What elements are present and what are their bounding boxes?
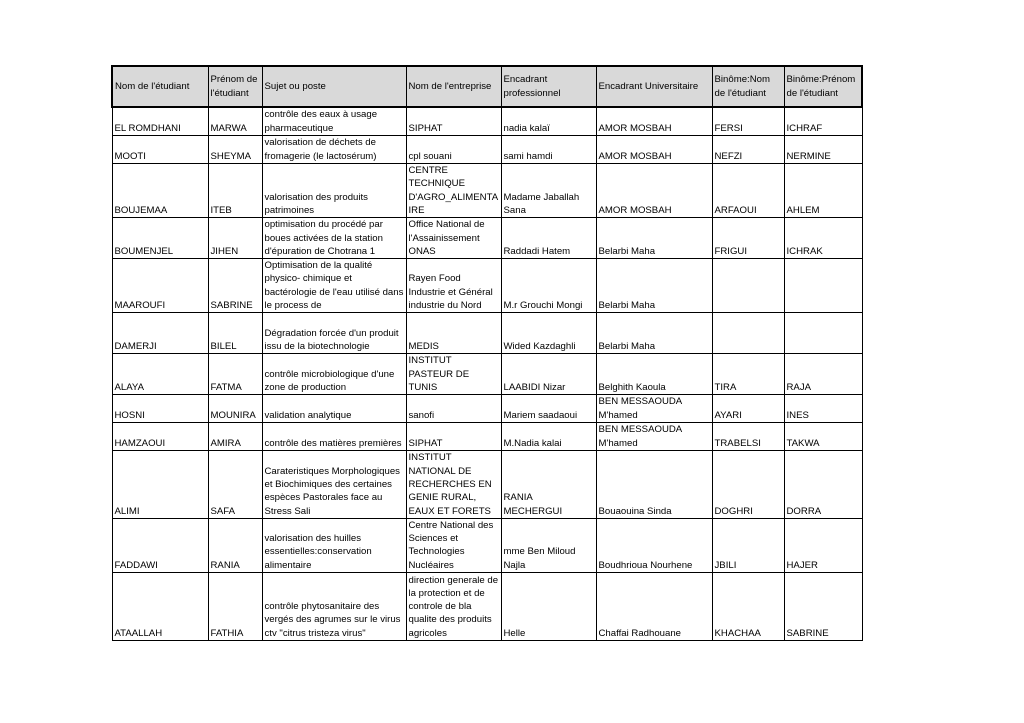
cell-encadrant-pro [501, 422, 596, 450]
cell-entreprise [406, 107, 501, 136]
cell-text: TIRA [714, 381, 737, 393]
cell-text: valorisation des produits patrimoines [264, 191, 368, 216]
cell-encadrant-pro [501, 218, 596, 259]
cell-binome-nom [712, 218, 784, 259]
cell-text: Belarbi Maha [598, 245, 656, 257]
cell-encadrant-univ [596, 136, 712, 164]
cell-text: MARWA [210, 122, 247, 134]
cell-text: BOUMENJEL [114, 245, 174, 257]
cell-text: contrôle des eaux à usage pharmaceutique [264, 109, 378, 134]
cell-encadrant-pro [501, 354, 596, 395]
cell-text: AMOR MOSBAH [598, 204, 672, 216]
cell-nom [112, 450, 208, 518]
cell-nom [112, 107, 208, 136]
cell-entreprise [406, 218, 501, 259]
cell-text: SHEYMA [210, 150, 252, 162]
table-row [112, 518, 862, 572]
cell-text: JBILI [714, 559, 737, 571]
cell-text: MOOTI [114, 150, 146, 162]
cell-nom [112, 518, 208, 572]
cell-binome-nom [712, 107, 784, 136]
table-row [112, 164, 862, 218]
header-nom: Nom de l'étudiant [112, 66, 208, 107]
cell-text: cpl souani [408, 150, 452, 162]
cell-binome-prenom [784, 107, 862, 136]
cell-binome-nom [712, 450, 784, 518]
cell-nom [112, 136, 208, 164]
cell-prenom [208, 259, 262, 313]
cell-prenom [208, 422, 262, 450]
cell-text: Helle [503, 627, 526, 639]
cell-binome-prenom [784, 218, 862, 259]
cell-text: ICHRAF [786, 122, 823, 134]
cell-text: Dégradation forcée d'un produit issu de la biotechnologie [264, 327, 399, 353]
cell-text: CENTRE TECHNIQUE D'AGRO_ALIMENTAIRE [408, 165, 499, 216]
cell-entreprise [406, 573, 501, 641]
cell-encadrant-pro [501, 573, 596, 641]
table-row [112, 218, 862, 259]
cell-binome-nom [712, 395, 784, 423]
cell-nom [112, 164, 208, 218]
cell-sujet [262, 107, 406, 136]
header-encadrant-univ: Encadrant Universitaire [596, 66, 712, 107]
cell-text: SAFA [210, 505, 236, 517]
table-row [112, 573, 862, 641]
cell-text: DAMERJI [114, 341, 157, 353]
cell-text: HAJER [786, 559, 818, 571]
cell-binome-prenom [784, 354, 862, 395]
cell-text: valorisation de déchets de fromagerie (le lactosérum) [264, 137, 377, 162]
cell-text: contrôle phytosanitaire des vergés des agrumes sur le virus ctv "citrus tristeza virus" [264, 601, 401, 639]
cell-text: ALIMI [114, 505, 140, 517]
cell-text: INSTITUT PASTEUR DE TUNIS [408, 355, 470, 393]
table-row [112, 259, 862, 313]
header-prenom: Prénom de l'étudiant [208, 66, 262, 107]
cell-binome-nom [712, 136, 784, 164]
cell-entreprise [406, 164, 501, 218]
cell-text: contrôle microbiologique d'une zone de production [264, 368, 395, 393]
cell-prenom [208, 573, 262, 641]
cell-text: HAMZAOUI [114, 437, 166, 449]
cell-text: MOUNIRA [210, 409, 256, 421]
cell-encadrant-univ [596, 164, 712, 218]
cell-text: SIPHAT [408, 437, 443, 449]
internship-table [111, 65, 863, 641]
cell-nom [112, 259, 208, 313]
cell-encadrant-univ [596, 218, 712, 259]
cell-sujet [262, 354, 406, 395]
cell-binome-nom [712, 518, 784, 572]
table-row [112, 136, 862, 164]
cell-text: Optimisation de la qualité physico- chimique et bactérologie de l'eau utilisé dans le process de [264, 260, 404, 312]
cell-text: Belarbi Maha [598, 341, 656, 353]
cell-text: Bouaouina Sinda [598, 505, 672, 517]
cell-text: AMOR MOSBAH [598, 122, 672, 134]
cell-text: Rayen Food Industrie et Général industrie du Nord [408, 273, 493, 312]
cell-encadrant-univ [596, 422, 712, 450]
cell-text: RANIA [210, 559, 240, 571]
cell-text: Belghith Kaoula [598, 381, 666, 393]
cell-encadrant-univ [596, 259, 712, 313]
cell-sujet [262, 422, 406, 450]
cell-sujet [262, 259, 406, 313]
cell-text: sami hamdi [503, 150, 553, 162]
cell-text: valorisation des huilles essentielles:conservation alimentaire [264, 533, 372, 571]
cell-nom [112, 354, 208, 395]
cell-encadrant-univ [596, 107, 712, 136]
cell-binome-nom [712, 354, 784, 395]
cell-entreprise [406, 518, 501, 572]
cell-text: LAABIDI Nizar [503, 381, 566, 393]
cell-sujet [262, 164, 406, 218]
cell-text: contrôle des matières premières [264, 437, 402, 449]
cell-text: BEN MESSAOUDA M'hamed [598, 396, 682, 421]
cell-binome-nom [712, 422, 784, 450]
cell-sujet [262, 136, 406, 164]
table-row [112, 450, 862, 518]
cell-binome-prenom [784, 136, 862, 164]
cell-text: ITEB [210, 204, 232, 216]
cell-text: ATAALLAH [114, 627, 163, 639]
cell-nom [112, 573, 208, 641]
cell-encadrant-univ [596, 573, 712, 641]
cell-entreprise [406, 136, 501, 164]
table-row [112, 395, 862, 423]
cell-encadrant-univ [596, 354, 712, 395]
header-sujet: Sujet ou poste [262, 66, 406, 107]
cell-text: direction generale de la protection et de controle de bla qualite des produits agricoles [408, 574, 499, 639]
cell-prenom [208, 395, 262, 423]
cell-binome-nom [712, 259, 784, 313]
cell-encadrant-pro [501, 518, 596, 572]
cell-text: Madame Jaballah Sana [503, 191, 580, 216]
cell-text: MAAROUFI [114, 300, 166, 312]
cell-text: FERSI [714, 122, 743, 134]
cell-sujet [262, 450, 406, 518]
cell-sujet [262, 395, 406, 423]
cell-text: FRIGUI [714, 245, 748, 257]
cell-text: AYARI [714, 409, 742, 421]
table-row [112, 354, 862, 395]
cell-text: MEDIS [408, 341, 439, 353]
cell-text: BOUJEMAA [114, 204, 168, 216]
cell-text: nadia kalaï [503, 122, 550, 134]
cell-nom [112, 313, 208, 354]
cell-text: SIPHAT [408, 122, 443, 134]
cell-text: TRABELSI [714, 437, 761, 449]
cell-binome-prenom [784, 395, 862, 423]
cell-text: NERMINE [786, 150, 831, 162]
cell-nom [112, 422, 208, 450]
cell-text: INSTITUT NATIONAL DE RECHERCHES EN GENIE RURAL, EAUX ET FORETS [408, 452, 492, 517]
cell-text: AMOR MOSBAH [598, 150, 672, 162]
cell-entreprise [406, 395, 501, 423]
cell-text: Chaffai Radhouane [598, 627, 682, 639]
cell-encadrant-univ [596, 313, 712, 354]
cell-entreprise [406, 313, 501, 354]
cell-text: TAKWA [786, 437, 820, 449]
cell-prenom [208, 354, 262, 395]
cell-text: FATMA [210, 381, 242, 393]
cell-text: ICHRAK [786, 245, 823, 257]
cell-text: Office National de l'Assainissement ONAS [408, 219, 485, 257]
cell-entreprise [406, 259, 501, 313]
cell-text: validation analytique [264, 409, 352, 421]
cell-binome-prenom [784, 259, 862, 313]
cell-text: HOSNI [114, 409, 145, 421]
cell-text: RAJA [786, 381, 812, 393]
cell-binome-nom [712, 573, 784, 641]
cell-nom [112, 395, 208, 423]
cell-text: Belarbi Maha [598, 300, 656, 312]
cell-text: mme Ben Miloud Najla [503, 546, 576, 571]
cell-encadrant-pro [501, 313, 596, 354]
cell-sujet [262, 573, 406, 641]
header-encadrant-pro: Encadrant professionnel [501, 66, 596, 107]
cell-entreprise [406, 422, 501, 450]
cell-encadrant-pro [501, 395, 596, 423]
cell-binome-nom [712, 164, 784, 218]
cell-entreprise [406, 450, 501, 518]
cell-text: FADDAWI [114, 559, 158, 571]
cell-text: sanofi [408, 409, 435, 421]
cell-encadrant-pro [501, 136, 596, 164]
cell-text: M.r Grouchi Mongi [503, 300, 583, 312]
header-row [112, 66, 862, 107]
cell-binome-prenom [784, 518, 862, 572]
table-row [112, 422, 862, 450]
cell-binome-prenom [784, 573, 862, 641]
cell-binome-prenom [784, 313, 862, 354]
cell-text: KHACHAA [714, 627, 761, 639]
cell-prenom [208, 164, 262, 218]
cell-encadrant-pro [501, 164, 596, 218]
table-row [112, 107, 862, 136]
cell-text: FATHIA [210, 627, 244, 639]
cell-text: BEN MESSAOUDA M'hamed [598, 424, 682, 449]
cell-text: BILEL [210, 341, 237, 353]
cell-text: ALAYA [114, 381, 145, 393]
header-binome-prenom: Binôme:Prénom de l'étudiant [784, 66, 862, 107]
cell-sujet [262, 518, 406, 572]
cell-text: EL ROMDHANI [114, 122, 181, 134]
cell-binome-prenom [784, 422, 862, 450]
cell-text: ARFAOUI [714, 204, 757, 216]
table-row [112, 313, 862, 354]
cell-text: SABRINE [786, 627, 829, 639]
cell-text: Carateristiques Morphologiques et Biochimiques des certaines espèces Pastorales face au Stress Sali [264, 465, 400, 517]
cell-prenom [208, 518, 262, 572]
cell-entreprise [406, 354, 501, 395]
cell-text: DOGHRI [714, 505, 753, 517]
cell-text: AHLEM [786, 204, 820, 216]
cell-binome-prenom [784, 164, 862, 218]
cell-binome-prenom [784, 450, 862, 518]
cell-text: Boudhrioua Nourhene [598, 559, 693, 571]
cell-text: Mariem saadaoui [503, 409, 578, 421]
cell-sujet [262, 313, 406, 354]
cell-encadrant-pro [501, 450, 596, 518]
cell-text: M.Nadia kalai [503, 437, 562, 449]
cell-binome-nom [712, 313, 784, 354]
cell-text: DORRA [786, 505, 822, 517]
cell-text: Centre National des Sciences et Technologies Nucléaires [408, 519, 494, 571]
header-entreprise: Nom de l'entreprise [406, 66, 501, 107]
cell-encadrant-univ [596, 395, 712, 423]
cell-encadrant-pro [501, 107, 596, 136]
header-binome-nom: Binôme:Nom de l'étudiant [712, 66, 784, 107]
cell-text: NEFZI [714, 150, 743, 162]
cell-text: optimisation du procédé par boues activées de la station d'épuration de Chotrana 1 [264, 219, 383, 257]
cell-prenom [208, 136, 262, 164]
table-body [112, 107, 862, 641]
cell-encadrant-pro [501, 259, 596, 313]
cell-text: Wided Kazdaghli [503, 341, 576, 353]
cell-prenom [208, 107, 262, 136]
cell-nom [112, 218, 208, 259]
cell-text: AMIRA [210, 437, 241, 449]
cell-encadrant-univ [596, 518, 712, 572]
cell-text: SABRINE [210, 300, 253, 312]
cell-prenom [208, 450, 262, 518]
cell-prenom [208, 218, 262, 259]
cell-prenom [208, 313, 262, 354]
cell-sujet [262, 218, 406, 259]
cell-text: JIHEN [210, 245, 239, 257]
cell-text: RANIA MECHERGUI [503, 492, 563, 517]
cell-encadrant-univ [596, 450, 712, 518]
cell-text: INES [786, 409, 809, 421]
cell-text: Raddadi Hatem [503, 245, 571, 257]
